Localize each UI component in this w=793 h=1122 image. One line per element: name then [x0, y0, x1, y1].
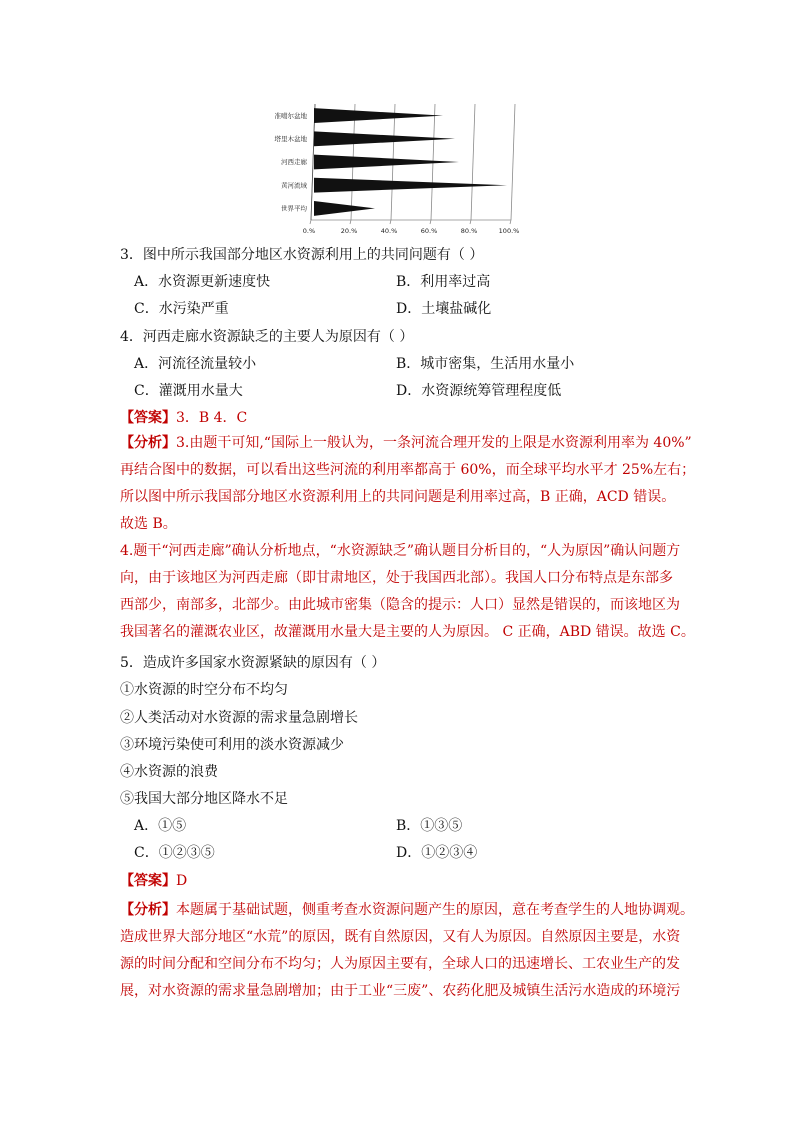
bar-5: [314, 201, 375, 216]
q3-stem: 3．图中所示我国部分地区水资源利用上的共同问题有（ ）: [120, 247, 484, 263]
analysis-tag: 【分析】: [120, 435, 176, 451]
x-tick-mark: [310, 220, 311, 224]
q5-option-a: A．①⑤: [134, 818, 187, 834]
analysis-line: 所以图中所示我国部分地区水资源利用上的共同问题是利用率过高，B 正确，ACD 错误。: [120, 489, 676, 505]
x-tick-mark: [430, 220, 431, 224]
bar-4: [314, 178, 507, 193]
x-tick-label: 0.%: [302, 227, 316, 235]
analysis-5: [120, 897, 694, 1005]
analysis-line: 向，由于该地区为河西走廊（即甘肃地区，处于我国西北部）。我国人口分布特点是东部多: [120, 570, 673, 586]
x-tick-label: 100.%: [498, 227, 520, 235]
analysis-line: 源的时间分配和空间分布不均匀；人为原因主要有，全球人口的迅速增长、工农业生产的发: [120, 956, 680, 972]
analysis-line: 造成世界大部分地区“水荒”的原因，既有自然原因，又有人为原因。自然原因主要是，水资: [120, 929, 681, 945]
analysis-34: [120, 430, 696, 646]
q5-item-2: ②人类活动对水资源的需求量急剧增长: [120, 710, 358, 726]
x-tick-label: 40.%: [380, 227, 398, 235]
category-label: 准噶尔盆地: [274, 111, 307, 120]
answer-34: [120, 408, 680, 428]
answer-tag: 【答案】: [120, 873, 176, 889]
q5-item-3: ③环境污染使可利用的淡水资源减少: [120, 737, 344, 753]
q5-stem: 5．造成许多国家水资源紧缺的原因有（ ）: [120, 655, 386, 671]
q5-option-b: B．①③⑤: [396, 818, 463, 834]
x-tick-mark: [350, 220, 351, 224]
answer-tag: 【答案】: [120, 410, 176, 426]
q4-stem: 4．河西走廊水资源缺乏的主要人为原因有（ ）: [120, 329, 414, 345]
category-label: 世界平均: [281, 204, 307, 213]
analysis-line: 【分析】3.由题干可知,“国际上一般认为，一条河流合理开发的上限是水资源利用率为 40%”: [120, 435, 692, 451]
answer-text: 3．B 4．C: [176, 410, 248, 426]
q3-option-b: B．利用率过高: [396, 274, 491, 290]
q5-item-1: ①水资源的时空分布不均匀: [120, 682, 288, 698]
q3-option-c: C．水污染严重: [134, 301, 229, 317]
q5-item-4: ④水资源的浪费: [120, 764, 218, 780]
bar-3: [314, 155, 459, 170]
q3-option-a: A．水资源更新速度快: [134, 274, 271, 290]
analysis-line: 【分析】本题属于基础试题，侧重考查水资源问题产生的原因，意在考查学生的人地协调观。: [120, 902, 694, 918]
category-label: 塔里木盆地: [274, 135, 307, 143]
q3-option-d: D．土壤盐碱化: [396, 301, 492, 317]
x-tick-mark: [510, 220, 511, 224]
gridline: [511, 104, 515, 220]
x-tick-label: 60.%: [420, 227, 438, 235]
analysis-line: 故选 B。: [120, 516, 177, 532]
category-label: 黄河流域: [281, 181, 307, 190]
q5-item-5: ⑤我国大部分地区降水不足: [120, 791, 288, 807]
analysis-line: 我国著名的灌溉农业区，故灌溉用水量大是主要的人为原因。 C 正确，ABD 错误。故选 C。: [120, 624, 695, 640]
analysis-line: 再结合图中的数据，可以看出这些河流的利用率都高于 60%，而全球平均水平才 25%左右；: [120, 462, 696, 478]
category-label: 河西走廊: [281, 158, 307, 167]
chart-svg: [255, 98, 525, 240]
bar-1: [314, 108, 443, 123]
analysis-tag: 【分析】: [120, 902, 176, 918]
water-use-chart: [255, 98, 525, 240]
x-tick-label: 20.%: [340, 227, 358, 235]
x-tick-label: 80.%: [460, 227, 478, 235]
x-tick-mark: [470, 220, 471, 224]
q4-option-b: B．城市密集，生活用水量小: [396, 356, 575, 372]
analysis-line: 4.题干“河西走廊”确认分析地点，“水资源缺乏”确认题目分析目的，“人为原因”确认问题方: [120, 543, 681, 559]
x-tick-mark: [390, 220, 391, 224]
q5-option-d: D．①②③④: [396, 845, 478, 861]
answer-5: [120, 871, 680, 891]
analysis-line: 展，对水资源的需求量急剧增加；由于工业“三废”、农药化肥及城镇生活污水造成的环境污: [120, 983, 681, 999]
answer-text: D: [176, 873, 188, 889]
gridline: [471, 104, 475, 220]
q4-option-d: D．水资源统筹管理程度低: [396, 383, 562, 399]
analysis-line: 西部少，南部多，北部少。由此城市密集（隐含的提示：人口）显然是错误的，而该地区为: [120, 597, 680, 613]
q4-option-c: C．灌溉用水量大: [134, 383, 243, 399]
q4-option-a: A．河流径流量较小: [134, 356, 257, 372]
q5-option-c: C．①②③⑤: [134, 845, 215, 861]
